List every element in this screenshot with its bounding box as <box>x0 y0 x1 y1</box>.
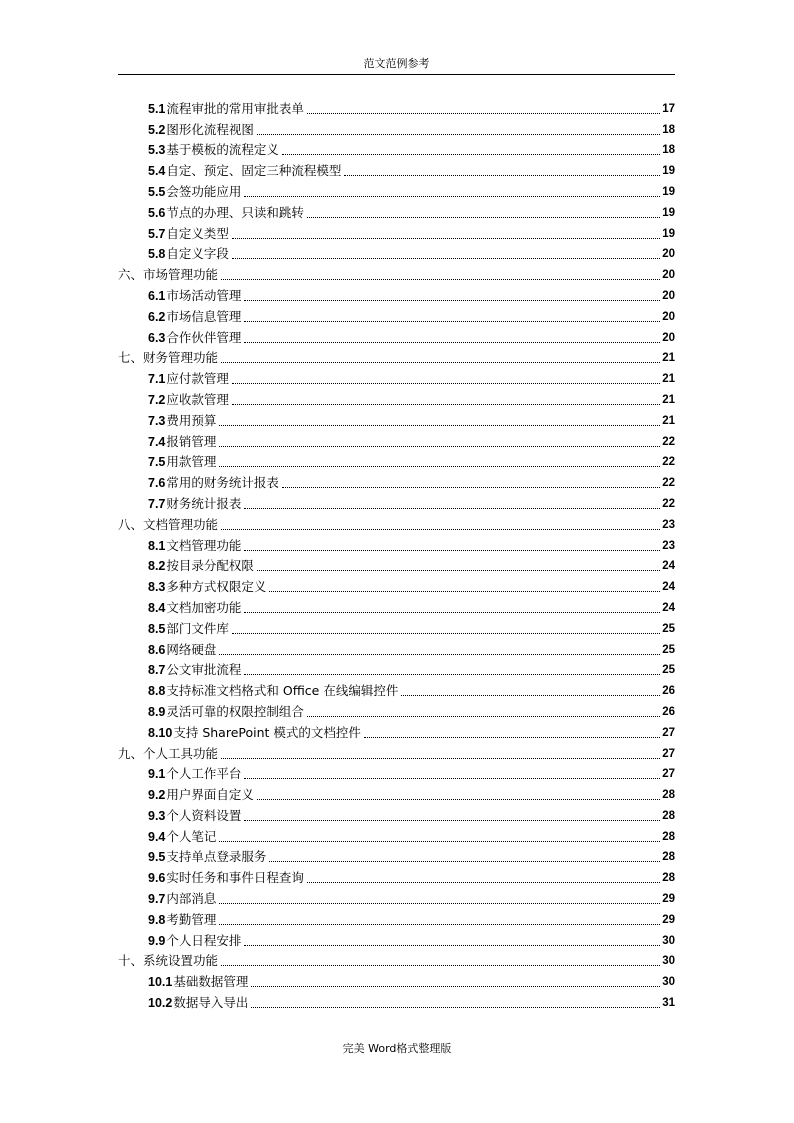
toc-entry-page: 20 <box>662 248 675 261</box>
toc-entry-page: 26 <box>662 705 675 718</box>
toc-entry-title: 九、个人工具功能 <box>118 745 219 761</box>
toc-entry-page: 25 <box>662 664 675 677</box>
toc-entry[interactable] <box>118 554 675 575</box>
toc-entry-title: 合作伙伴管理 <box>166 329 242 345</box>
toc-entry-number: 5.5 <box>148 184 166 199</box>
toc-entry-number: 8.2 <box>148 559 166 574</box>
toc-entry-page: 24 <box>662 601 675 614</box>
toc-entry-page: 31 <box>662 997 675 1010</box>
toc-entry-number: 8.10 <box>148 725 173 740</box>
toc-dot-leader <box>307 715 660 717</box>
toc-dot-leader <box>401 694 660 696</box>
toc-entry-page: 24 <box>662 560 675 573</box>
toc-entry[interactable] <box>118 387 675 408</box>
toc-entry-number: 9.4 <box>148 829 166 844</box>
toc-entry[interactable] <box>118 990 675 1011</box>
toc-entry-page: 21 <box>662 352 675 365</box>
toc-entry-title: 按目录分配权限 <box>166 558 254 574</box>
toc-entry[interactable] <box>118 824 675 845</box>
toc-dot-leader <box>244 320 660 322</box>
toc-entry-title: 个人笔记 <box>166 828 217 844</box>
toc-entry-page: 25 <box>662 622 675 635</box>
toc-entry-title: 内部消息 <box>166 891 217 907</box>
toc-entry-title: 支持标准文档格式和 Office 在线编辑控件 <box>166 683 399 699</box>
toc-entry-number: 7.1 <box>148 372 166 387</box>
toc-entry-page: 23 <box>662 539 675 552</box>
toc-entry[interactable] <box>118 346 675 367</box>
toc-entry-title: 自定义类型 <box>166 225 229 241</box>
toc-entry-number: 7.2 <box>148 392 166 407</box>
toc-entry-number: 8.8 <box>148 684 166 699</box>
toc-entry-page: 19 <box>662 185 675 198</box>
toc-entry-number: 8.7 <box>148 663 166 678</box>
toc-entry-page: 20 <box>662 289 675 302</box>
toc-entry-page: 28 <box>662 789 675 802</box>
toc-entry-page: 22 <box>662 477 675 490</box>
toc-entry-page: 24 <box>662 581 675 594</box>
toc-entry-number: 8.6 <box>148 642 166 657</box>
toc-dot-leader <box>244 673 660 675</box>
toc-entry-title: 费用预算 <box>166 412 217 428</box>
toc-entry[interactable] <box>118 512 675 533</box>
toc-entry-page: 22 <box>662 497 675 510</box>
toc-entry[interactable] <box>118 741 675 762</box>
toc-entry-number: 5.7 <box>148 226 166 241</box>
toc-entry-page: 21 <box>662 373 675 386</box>
toc-dot-leader <box>269 860 660 862</box>
toc-entry[interactable] <box>118 928 675 949</box>
toc-entry-title: 个人日程安排 <box>166 932 242 948</box>
toc-entry[interactable] <box>118 450 675 471</box>
toc-entry-number: 7.3 <box>148 413 166 428</box>
toc-entry-page: 29 <box>662 913 675 926</box>
toc-entry-number: 9.3 <box>148 808 166 823</box>
toc-entry-title: 应收款管理 <box>166 391 229 407</box>
toc-entry-page: 27 <box>662 768 675 781</box>
toc-entry-number: 8.5 <box>148 621 166 636</box>
toc-entry[interactable] <box>118 117 675 138</box>
toc-entry-title: 部门文件库 <box>166 620 229 636</box>
toc-entry[interactable] <box>118 782 675 803</box>
toc-entry-number: 7.5 <box>148 455 166 470</box>
toc-entry[interactable] <box>118 158 675 179</box>
toc-dot-leader <box>344 174 660 176</box>
toc-entry-page: 28 <box>662 851 675 864</box>
toc-entry-title: 市场活动管理 <box>166 287 242 303</box>
toc-dot-leader <box>257 133 660 135</box>
toc-entry[interactable] <box>118 616 675 637</box>
toc-entry[interactable] <box>118 429 675 450</box>
toc-entry-number: 9.9 <box>148 933 166 948</box>
toc-dot-leader <box>219 445 660 447</box>
toc-entry[interactable] <box>118 179 675 200</box>
toc-dot-leader <box>219 424 660 426</box>
toc-dot-leader <box>232 632 660 634</box>
toc-dot-leader <box>364 736 660 738</box>
toc-entry-page: 22 <box>662 435 675 448</box>
toc-entry-title: 十、系统设置功能 <box>118 953 219 969</box>
toc-entry-title: 实时任务和事件日程查询 <box>166 870 304 886</box>
toc-dot-leader <box>244 611 660 613</box>
toc-entry-page: 30 <box>662 976 675 989</box>
toc-entry[interactable] <box>118 491 675 512</box>
toc-entry-title: 六、市场管理功能 <box>118 267 219 283</box>
toc-entry-number: 5.8 <box>148 247 166 262</box>
toc-entry-page: 19 <box>662 227 675 240</box>
toc-entry-number: 7.6 <box>148 476 166 491</box>
toc-entry-number: 5.6 <box>148 205 166 220</box>
toc-entry-number: 9.8 <box>148 912 166 927</box>
toc-entry-page: 17 <box>662 102 675 115</box>
toc-entry[interactable] <box>118 96 675 117</box>
toc-entry-title: 文档管理功能 <box>166 537 242 553</box>
toc-dot-leader <box>307 881 660 883</box>
toc-entry-title: 市场信息管理 <box>166 308 242 324</box>
toc-entry-title: 八、文档管理功能 <box>118 516 219 532</box>
toc-entry-number: 7.7 <box>148 496 166 511</box>
toc-entry[interactable] <box>118 574 675 595</box>
toc-dot-leader <box>221 757 660 759</box>
toc-entry-number: 9.2 <box>148 788 166 803</box>
toc-entry-title: 个人资料设置 <box>166 807 242 823</box>
toc-entry-page: 30 <box>662 934 675 947</box>
toc-entry-number: 9.7 <box>148 892 166 907</box>
toc-entry-title: 用户界面自定义 <box>166 787 254 803</box>
toc-entry[interactable] <box>118 533 675 554</box>
toc-entry[interactable] <box>118 699 675 720</box>
toc-dot-leader <box>307 216 660 218</box>
toc-dot-leader <box>307 112 660 114</box>
toc-entry[interactable] <box>118 408 675 429</box>
header-text: 范文范例参考 <box>363 57 430 70</box>
toc-dot-leader <box>244 944 660 946</box>
toc-entry-title: 支持 SharePoint 模式的文档控件 <box>173 724 361 740</box>
toc-entry-number: 8.1 <box>148 538 166 553</box>
toc-entry[interactable] <box>118 262 675 283</box>
toc-entry-title: 个人工作平台 <box>166 766 242 782</box>
toc-entry[interactable] <box>118 762 675 783</box>
toc-entry-page: 30 <box>662 955 675 968</box>
toc-entry-number: 8.9 <box>148 704 166 719</box>
toc-entry-number: 9.1 <box>148 767 166 782</box>
toc-entry[interactable] <box>118 325 675 346</box>
toc-entry-page: 19 <box>662 206 675 219</box>
toc-entry-title: 灵活可靠的权限控制组合 <box>166 703 304 719</box>
toc-entry-number: 8.3 <box>148 580 166 595</box>
toc-entry-title: 自定义字段 <box>166 246 229 262</box>
toc-dot-leader <box>244 299 660 301</box>
footer-text: 完美 Word格式整理版 <box>342 1042 452 1055</box>
toc-dot-leader <box>244 341 660 343</box>
toc-entry[interactable] <box>118 907 675 928</box>
toc-dot-leader <box>232 403 660 405</box>
toc-dot-leader <box>257 798 660 800</box>
toc-entry[interactable] <box>118 470 675 491</box>
toc-dot-leader <box>219 840 660 842</box>
toc-entry-page: 18 <box>662 123 675 136</box>
toc-entry-title: 节点的办理、只读和跳转 <box>166 204 304 220</box>
toc-entry-title: 支持单点登录服务 <box>166 849 267 865</box>
toc-dot-leader <box>221 361 660 363</box>
toc-entry-number: 5.1 <box>148 101 166 116</box>
toc-entry-page: 20 <box>662 310 675 323</box>
toc-entry-title: 图形化流程视图 <box>166 121 254 137</box>
toc-dot-leader <box>244 777 660 779</box>
toc-entry-title: 考勤管理 <box>166 911 217 927</box>
toc-entry-title: 报销管理 <box>166 433 217 449</box>
toc-entry-title: 基于模板的流程定义 <box>166 142 279 158</box>
toc-entry-number: 9.6 <box>148 871 166 886</box>
toc-entry-title: 多种方式权限定义 <box>166 579 267 595</box>
toc-entry[interactable] <box>118 969 675 990</box>
toc-entry-page: 28 <box>662 872 675 885</box>
toc-entry-title: 文档加密功能 <box>166 599 242 615</box>
toc-entry-page: 21 <box>662 414 675 427</box>
toc-entry-title: 用款管理 <box>166 454 217 470</box>
toc-dot-leader <box>251 985 660 987</box>
toc-entry-number: 5.4 <box>148 164 166 179</box>
toc-entry-page: 20 <box>662 269 675 282</box>
toc-dot-leader <box>244 195 660 197</box>
page-header <box>118 56 675 75</box>
toc-entry-number: 8.4 <box>148 600 166 615</box>
toc-entry[interactable] <box>118 242 675 263</box>
toc-entry[interactable] <box>118 658 675 679</box>
toc-dot-leader <box>257 569 660 571</box>
toc-entry-page: 20 <box>662 331 675 344</box>
toc-entry[interactable] <box>118 886 675 907</box>
toc-entry[interactable] <box>118 720 675 741</box>
toc-dot-leader <box>232 237 660 239</box>
toc-dot-leader <box>244 507 660 509</box>
toc-dot-leader <box>219 923 660 925</box>
toc-entry-number: 10.2 <box>148 996 173 1011</box>
toc-entry-number: 6.2 <box>148 309 166 324</box>
toc-entry-page: 22 <box>662 456 675 469</box>
toc-entry-number: 9.5 <box>148 850 166 865</box>
toc-entry[interactable] <box>118 304 675 325</box>
toc-entry[interactable] <box>118 366 675 387</box>
toc-entry-number: 7.4 <box>148 434 166 449</box>
toc-entry-page: 25 <box>662 643 675 656</box>
toc-entry-page: 21 <box>662 393 675 406</box>
toc-entry[interactable] <box>118 949 675 970</box>
toc-entry[interactable] <box>118 200 675 221</box>
toc-dot-leader <box>282 153 660 155</box>
toc-entry-page: 28 <box>662 809 675 822</box>
toc-entry[interactable] <box>118 283 675 304</box>
toc-dot-leader <box>244 819 660 821</box>
toc-entry-title: 网络硬盘 <box>166 641 217 657</box>
toc-dot-leader <box>251 1006 660 1008</box>
toc-entry-page: 28 <box>662 830 675 843</box>
toc-entry[interactable] <box>118 637 675 658</box>
toc-dot-leader <box>219 465 660 467</box>
toc-entry-number: 6.3 <box>148 330 166 345</box>
toc-entry[interactable] <box>118 678 675 699</box>
toc-dot-leader <box>282 486 660 488</box>
toc-entry-page: 27 <box>662 747 675 760</box>
toc-entry-page: 18 <box>662 144 675 157</box>
toc-entry-title: 公文审批流程 <box>166 662 242 678</box>
toc-entry-number: 5.2 <box>148 122 166 137</box>
toc-entry[interactable] <box>118 221 675 242</box>
toc-dot-leader <box>221 528 660 530</box>
toc-entry-page: 26 <box>662 685 675 698</box>
toc-dot-leader <box>221 278 660 280</box>
toc-entry-title: 流程审批的常用审批表单 <box>166 100 304 116</box>
toc-entry-number: 6.1 <box>148 288 166 303</box>
toc-entry-number: 5.3 <box>148 143 166 158</box>
toc-entry-page: 29 <box>662 893 675 906</box>
toc-entry-title: 财务统计报表 <box>166 495 242 511</box>
toc-entry-page: 19 <box>662 165 675 178</box>
toc-dot-leader <box>219 902 660 904</box>
toc-entry-page: 27 <box>662 726 675 739</box>
toc-entry-number: 10.1 <box>148 975 173 990</box>
toc-entry-title: 常用的财务统计报表 <box>166 475 279 491</box>
toc-dot-leader <box>232 257 660 259</box>
toc-entry-title: 数据导入导出 <box>173 995 249 1011</box>
toc-entry[interactable] <box>118 595 675 616</box>
table-of-contents <box>118 96 675 1011</box>
toc-entry[interactable] <box>118 865 675 886</box>
toc-entry[interactable] <box>118 803 675 824</box>
toc-dot-leader <box>244 549 660 551</box>
toc-entry-title: 基础数据管理 <box>173 974 249 990</box>
page-footer <box>0 1040 794 1056</box>
toc-entry-page: 23 <box>662 518 675 531</box>
toc-entry-title: 会签功能应用 <box>166 183 242 199</box>
toc-dot-leader <box>269 590 660 592</box>
toc-entry[interactable] <box>118 138 675 159</box>
toc-entry-title: 自定、预定、固定三种流程模型 <box>166 163 342 179</box>
toc-dot-leader <box>221 964 660 966</box>
toc-entry-title: 应付款管理 <box>166 371 229 387</box>
toc-entry[interactable] <box>118 845 675 866</box>
toc-dot-leader <box>232 382 660 384</box>
toc-dot-leader <box>219 653 660 655</box>
toc-entry-title: 七、财务管理功能 <box>118 350 219 366</box>
